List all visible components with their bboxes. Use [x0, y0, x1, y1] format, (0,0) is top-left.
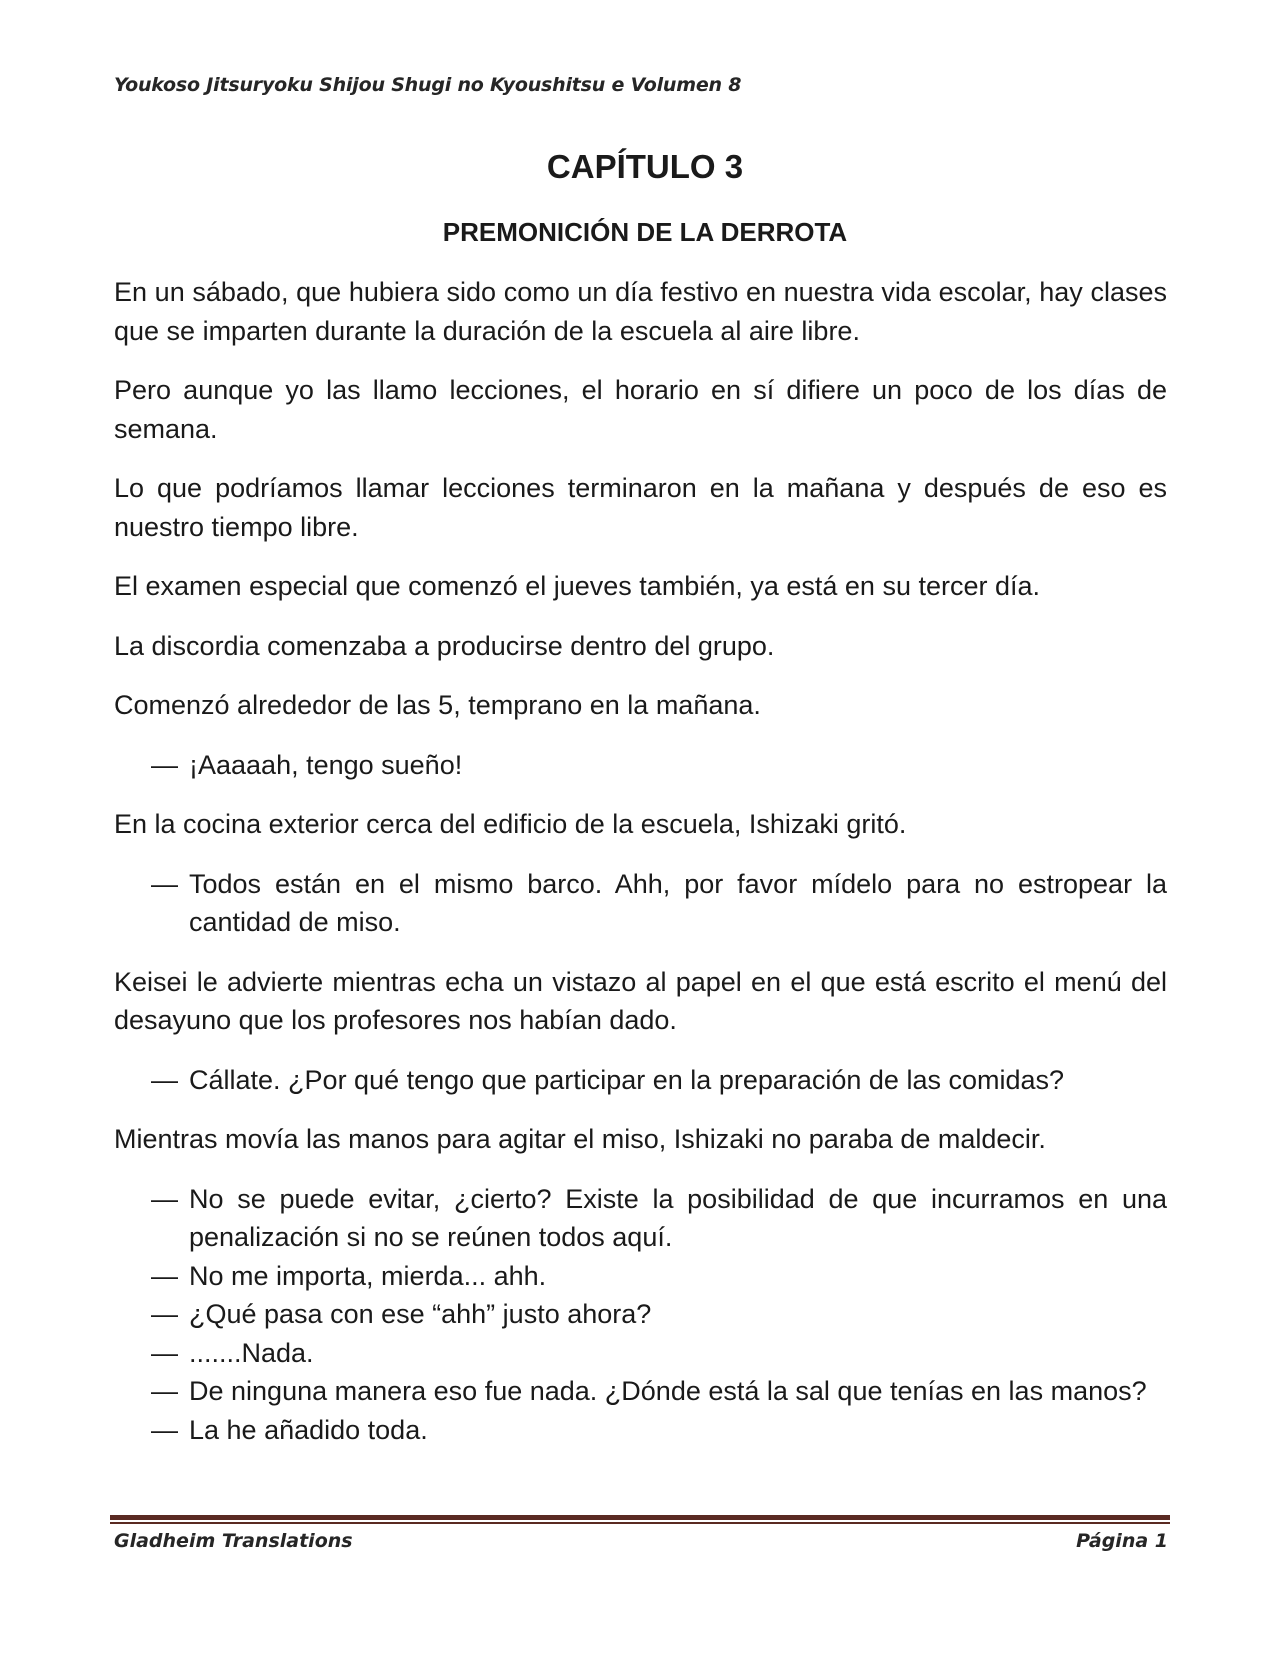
- dialogue-text: Cállate. ¿Por qué tengo que participar en la preparación de las comidas?: [189, 1064, 1065, 1095]
- running-header: Youkoso Jitsuryoku Shijou Shugi no Kyoushitsu e Volumen 8: [114, 74, 742, 96]
- dialogue-text: La he añadido toda.: [189, 1414, 428, 1445]
- dialogue-dash: —: [151, 868, 178, 899]
- dialogue-text: De ninguna manera eso fue nada. ¿Dónde está la sal que tenías en las manos?: [189, 1376, 1147, 1406]
- dialogue-line: [114, 1295, 1167, 1334]
- paragraph: Mientras movía las manos para agitar el miso, Ishizaki no paraba de maldecir.: [114, 1124, 1046, 1154]
- dialogue-line: [114, 1372, 1167, 1411]
- dialogue-text: No se puede evitar, ¿cierto? Existe la posibilidad de que incurramos en una penalización si no se reúnen todos aquí.: [189, 1183, 1167, 1252]
- dialogue-text: No me importa, mierda... ahh.: [189, 1260, 547, 1291]
- dialogue-line: [114, 1334, 1167, 1373]
- dialogue-line: [114, 1180, 1167, 1257]
- dialogue-line: [114, 1257, 1167, 1296]
- dialogue-text: ¿Qué pasa con ese “ahh” justo ahora?: [189, 1299, 652, 1329]
- footer-credit: Gladheim Translations: [114, 1530, 353, 1552]
- dialogue-group: [114, 865, 1167, 942]
- dialogue-dash: —: [151, 1299, 178, 1329]
- dialogue-dash: —: [151, 1337, 178, 1368]
- dialogue-text: ¡Aaaaah, tengo sueño!: [189, 749, 463, 780]
- chapter-subtitle: PREMONICIÓN DE LA DERROTA: [442, 217, 848, 247]
- dialogue-line: [114, 1411, 1167, 1450]
- paragraph: Keisei le advierte mientras echa un vistazo al papel en el que está escrito el menú del desayuno que los profesores nos habían dado.: [114, 966, 1167, 1035]
- footer-rule: [110, 1515, 1170, 1525]
- paragraph: Comenzó alrededor de las 5, temprano en la mañana.: [114, 690, 761, 720]
- paragraph: En la cocina exterior cerca del edificio de la escuela, Ishizaki gritó.: [114, 809, 907, 839]
- dialogue-text: .......Nada.: [189, 1337, 314, 1368]
- dialogue-dash: —: [151, 1260, 178, 1291]
- dialogue-line: [114, 1061, 1167, 1100]
- footer-rule-thin: [110, 1522, 1170, 1524]
- dialogue-text: Todos están en el mismo barco. Ahh, por favor mídelo para no estropear la cantidad de miso.: [189, 868, 1167, 937]
- paragraph: En un sábado, que hubiera sido como un día festivo en nuestra vida escolar, hay clases que se imparten durante la duración de la escuela al aire libre.: [114, 277, 1167, 346]
- dialogue-dash: —: [151, 1414, 178, 1445]
- dialogue-group: [114, 746, 1167, 785]
- dialogue-line: [114, 865, 1167, 942]
- chapter-title: CAPÍTULO 3: [546, 148, 744, 185]
- dialogue-dash: —: [151, 749, 178, 780]
- paragraph: Pero aunque yo las llamo lecciones, el horario en sí difiere un poco de los días de semana.: [114, 375, 1167, 444]
- paragraph: El examen especial que comenzó el jueves también, ya está en su tercer día.: [114, 571, 1041, 601]
- body-text: [114, 273, 1167, 1470]
- page-number: Página 1: [1076, 1530, 1168, 1552]
- paragraph: Lo que podríamos llamar lecciones terminaron en la mañana y después de eso es nuestro tiempo libre.: [114, 473, 1167, 542]
- dialogue-dash: —: [151, 1376, 178, 1406]
- dialogue-dash: —: [151, 1064, 178, 1095]
- paragraph: La discordia comenzaba a producirse dentro del grupo.: [114, 630, 775, 661]
- dialogue-group: [114, 1180, 1167, 1450]
- footer-rule-thick: [110, 1515, 1170, 1520]
- dialogue-dash: —: [151, 1183, 178, 1214]
- dialogue-line: [114, 746, 1167, 785]
- dialogue-group: [114, 1061, 1167, 1100]
